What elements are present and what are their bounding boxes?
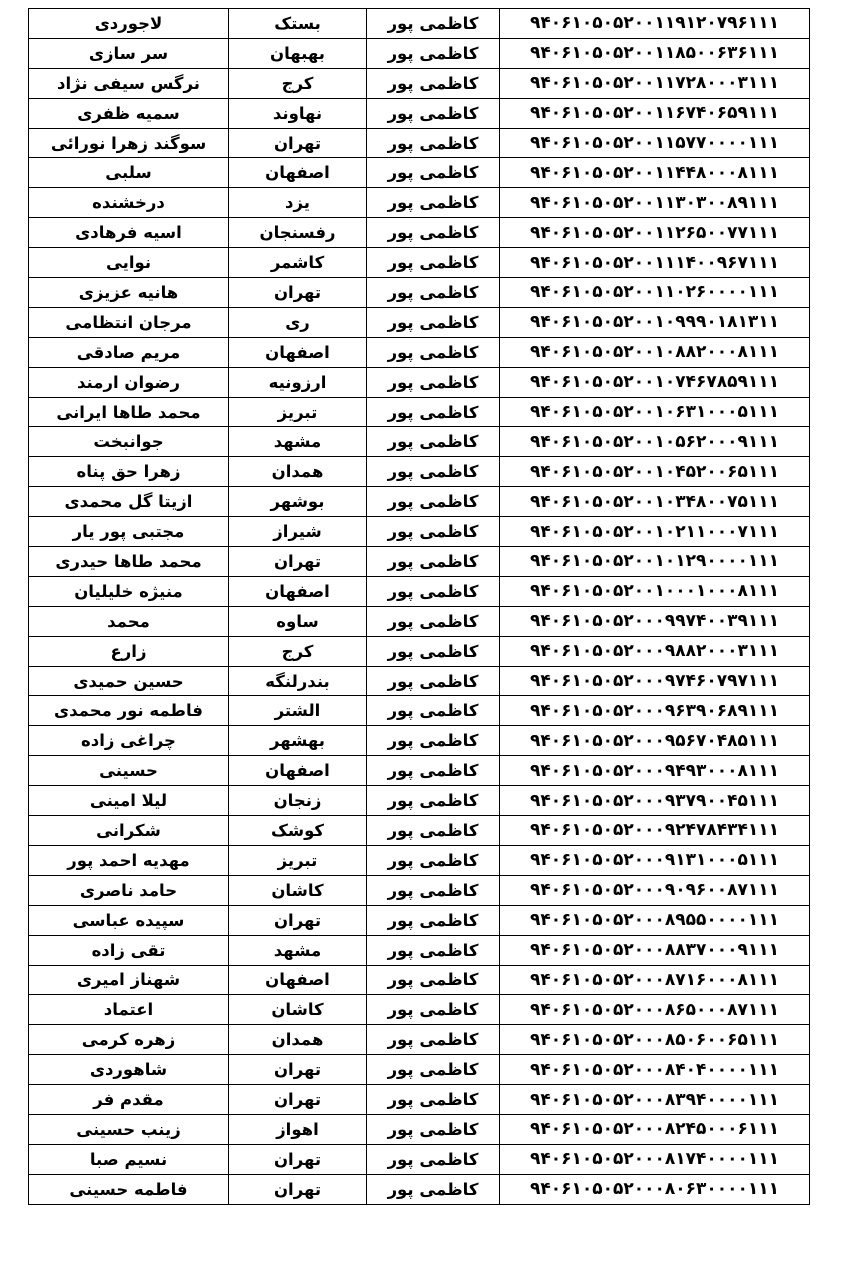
recipient-name-cell: هانیه عزیزی [29, 278, 229, 308]
tracking-code-cell: ۹۴۰۶۱۰۵۰۵۲۰۰۱۰۳۴۸۰۰۷۵۱۱۱ [500, 487, 810, 517]
table-row [29, 397, 810, 427]
sender-surname-cell: کاظمی پور [367, 935, 500, 965]
tracking-code-cell: ۹۴۰۶۱۰۵۰۵۲۰۰۱۱۴۴۸۰۰۰۸۱۱۱ [500, 158, 810, 188]
sender-surname-cell: کاظمی پور [367, 427, 500, 457]
tracking-code-cell: ۹۴۰۶۱۰۵۰۵۲۰۰۰۹۴۹۳۰۰۰۸۱۱۱ [500, 756, 810, 786]
sender-surname-cell: کاظمی پور [367, 845, 500, 875]
table-row [29, 68, 810, 98]
city-cell: تهران [229, 128, 367, 158]
recipient-name-cell: رضوان ارمند [29, 367, 229, 397]
sender-surname-cell: کاظمی پور [367, 786, 500, 816]
sender-surname-cell: کاظمی پور [367, 1174, 500, 1204]
tracking-code-cell: ۹۴۰۶۱۰۵۰۵۲۰۰۱۱۰۲۶۰۰۰۰۱۱۱ [500, 278, 810, 308]
recipient-name-cell: سمیه ظفری [29, 98, 229, 128]
tracking-code-cell: ۹۴۰۶۱۰۵۰۵۲۰۰۱۱۵۷۷۰۰۰۰۱۱۱ [500, 128, 810, 158]
city-cell: بهبهان [229, 38, 367, 68]
table-row [29, 756, 810, 786]
sender-surname-cell: کاظمی پور [367, 606, 500, 636]
tracking-code-cell: ۹۴۰۶۱۰۵۰۵۲۰۰۱۰۹۹۹۰۱۸۱۳۱۱ [500, 307, 810, 337]
recipient-name-cell: زهره کرمی [29, 1025, 229, 1055]
recipient-name-cell: محمد طاها ایرانی [29, 397, 229, 427]
sender-surname-cell: کاظمی پور [367, 696, 500, 726]
table-row [29, 547, 810, 577]
tracking-code-cell: ۹۴۰۶۱۰۵۰۵۲۰۰۰۹۷۴۶۰۷۹۷۱۱۱ [500, 666, 810, 696]
sender-surname-cell: کاظمی پور [367, 905, 500, 935]
recipient-name-cell: مریم صادقی [29, 337, 229, 367]
recipient-name-cell: نوایی [29, 248, 229, 278]
city-cell: ارزونیه [229, 367, 367, 397]
table-row [29, 1085, 810, 1115]
table-row [29, 38, 810, 68]
sender-surname-cell: کاظمی پور [367, 367, 500, 397]
recipient-name-cell: جوانبخت [29, 427, 229, 457]
recipient-name-cell: مجتبی پور یار [29, 517, 229, 547]
city-cell: اهواز [229, 1114, 367, 1144]
table-row [29, 188, 810, 218]
city-cell: یزد [229, 188, 367, 218]
tracking-code-cell: ۹۴۰۶۱۰۵۰۵۲۰۰۰۹۵۶۷۰۴۸۵۱۱۱ [500, 726, 810, 756]
table-row [29, 905, 810, 935]
table-row [29, 337, 810, 367]
tracking-code-cell: ۹۴۰۶۱۰۵۰۵۲۰۰۰۸۸۳۷۰۰۰۹۱۱۱ [500, 935, 810, 965]
recipient-name-cell: سپیده عباسی [29, 905, 229, 935]
recipient-name-cell: لیلا امینی [29, 786, 229, 816]
table-row [29, 9, 810, 39]
table-row [29, 1174, 810, 1204]
city-cell: ری [229, 307, 367, 337]
city-cell: تهران [229, 1174, 367, 1204]
sender-surname-cell: کاظمی پور [367, 38, 500, 68]
recipient-name-cell: مهدیه احمد پور [29, 845, 229, 875]
table-row [29, 427, 810, 457]
city-cell: تهران [229, 1144, 367, 1174]
tracking-code-cell: ۹۴۰۶۱۰۵۰۵۲۰۰۰۸۲۴۵۰۰۰۶۱۱۱ [500, 1114, 810, 1144]
tracking-code-cell: ۹۴۰۶۱۰۵۰۵۲۰۰۰۸۷۱۶۰۰۰۸۱۱۱ [500, 965, 810, 995]
tracking-code-cell: ۹۴۰۶۱۰۵۰۵۲۰۰۱۱۶۷۴۰۶۵۹۱۱۱ [500, 98, 810, 128]
city-cell: تهران [229, 278, 367, 308]
tracking-code-cell: ۹۴۰۶۱۰۵۰۵۲۰۰۱۰۱۲۹۰۰۰۰۱۱۱ [500, 547, 810, 577]
recipient-name-cell: زارع [29, 636, 229, 666]
city-cell: شیراز [229, 517, 367, 547]
recipient-name-cell: چراغی زاده [29, 726, 229, 756]
tracking-code-cell: ۹۴۰۶۱۰۵۰۵۲۰۰۰۸۴۰۴۰۰۰۰۱۱۱ [500, 1055, 810, 1085]
recipient-name-cell: شاهوردی [29, 1055, 229, 1085]
sender-surname-cell: کاظمی پور [367, 995, 500, 1025]
tracking-code-cell: ۹۴۰۶۱۰۵۰۵۲۰۰۱۱۷۲۸۰۰۰۳۱۱۱ [500, 68, 810, 98]
sender-surname-cell: کاظمی پور [367, 337, 500, 367]
city-cell: تبریز [229, 845, 367, 875]
sender-surname-cell: کاظمی پور [367, 128, 500, 158]
recipient-name-cell: فاطمه نور محمدی [29, 696, 229, 726]
recipient-name-cell: سر سازی [29, 38, 229, 68]
city-cell: اصفهان [229, 158, 367, 188]
city-cell: ساوه [229, 606, 367, 636]
sender-surname-cell: کاظمی پور [367, 248, 500, 278]
city-cell: رفسنجان [229, 218, 367, 248]
city-cell: کرج [229, 68, 367, 98]
recipient-name-cell: حامد ناصری [29, 875, 229, 905]
sender-surname-cell: کاظمی پور [367, 547, 500, 577]
sender-surname-cell: کاظمی پور [367, 307, 500, 337]
recipient-name-cell: زینب حسینی [29, 1114, 229, 1144]
recipient-name-cell: شکرانی [29, 816, 229, 846]
table-row [29, 1055, 810, 1085]
table-row [29, 816, 810, 846]
tracking-code-cell: ۹۴۰۶۱۰۵۰۵۲۰۰۱۰۵۶۲۰۰۰۹۱۱۱ [500, 427, 810, 457]
city-cell: کاشان [229, 875, 367, 905]
sender-surname-cell: کاظمی پور [367, 457, 500, 487]
city-cell: اصفهان [229, 337, 367, 367]
tracking-code-cell: ۹۴۰۶۱۰۵۰۵۲۰۰۰۸۶۵۰۰۰۸۷۱۱۱ [500, 995, 810, 1025]
city-cell: بهشهر [229, 726, 367, 756]
tracking-code-cell: ۹۴۰۶۱۰۵۰۵۲۰۰۰۸۳۹۴۰۰۰۰۱۱۱ [500, 1085, 810, 1115]
tracking-code-cell: ۹۴۰۶۱۰۵۰۵۲۰۰۰۸۹۵۵۰۰۰۰۱۱۱ [500, 905, 810, 935]
table-row [29, 307, 810, 337]
city-cell: تهران [229, 905, 367, 935]
tracking-code-cell: ۹۴۰۶۱۰۵۰۵۲۰۰۱۰۰۰۱۰۰۰۸۱۱۱ [500, 576, 810, 606]
sender-surname-cell: کاظمی پور [367, 1085, 500, 1115]
city-cell: بندرلنگه [229, 666, 367, 696]
recipient-name-cell: منیژه خلیلیان [29, 576, 229, 606]
sender-surname-cell: کاظمی پور [367, 726, 500, 756]
recipient-name-cell: سوگند زهرا نورائی [29, 128, 229, 158]
city-cell: همدان [229, 1025, 367, 1055]
tracking-code-cell: ۹۴۰۶۱۰۵۰۵۲۰۰۰۸۱۷۴۰۰۰۰۱۱۱ [500, 1144, 810, 1174]
table-row [29, 487, 810, 517]
sender-surname-cell: کاظمی پور [367, 816, 500, 846]
city-cell: تهران [229, 547, 367, 577]
sender-surname-cell: کاظمی پور [367, 487, 500, 517]
tracking-code-cell: ۹۴۰۶۱۰۵۰۵۲۰۰۱۱۱۴۰۰۹۶۷۱۱۱ [500, 248, 810, 278]
city-cell: کاشمر [229, 248, 367, 278]
recipient-name-cell: حسینی [29, 756, 229, 786]
table-row [29, 517, 810, 547]
city-cell: تبریز [229, 397, 367, 427]
city-cell: مشهد [229, 935, 367, 965]
tracking-code-cell: ۹۴۰۶۱۰۵۰۵۲۰۰۱۰۸۸۲۰۰۰۸۱۱۱ [500, 337, 810, 367]
city-cell: الشتر [229, 696, 367, 726]
recipient-name-cell: سلبی [29, 158, 229, 188]
tracking-code-cell: ۹۴۰۶۱۰۵۰۵۲۰۰۰۹۲۴۷۸۴۳۴۱۱۱ [500, 816, 810, 846]
city-cell: کرج [229, 636, 367, 666]
sender-surname-cell: کاظمی پور [367, 188, 500, 218]
tracking-code-cell: ۹۴۰۶۱۰۵۰۵۲۰۰۰۹۹۷۴۰۰۳۹۱۱۱ [500, 606, 810, 636]
table-row [29, 1114, 810, 1144]
recipient-name-cell: شهناز امیری [29, 965, 229, 995]
sender-surname-cell: کاظمی پور [367, 278, 500, 308]
recipient-name-cell: درخشنده [29, 188, 229, 218]
tracking-table [28, 8, 810, 1205]
sender-surname-cell: کاظمی پور [367, 218, 500, 248]
table-row [29, 875, 810, 905]
recipient-name-cell: مقدم فر [29, 1085, 229, 1115]
city-cell: همدان [229, 457, 367, 487]
table-row [29, 457, 810, 487]
city-cell: کوشک [229, 816, 367, 846]
sender-surname-cell: کاظمی پور [367, 9, 500, 39]
table-row [29, 845, 810, 875]
tracking-code-cell: ۹۴۰۶۱۰۵۰۵۲۰۰۰۹۱۳۱۰۰۰۵۱۱۱ [500, 845, 810, 875]
tracking-code-cell: ۹۴۰۶۱۰۵۰۵۲۰۰۰۹۰۹۶۰۰۸۷۱۱۱ [500, 875, 810, 905]
sender-surname-cell: کاظمی پور [367, 1055, 500, 1085]
table-row [29, 158, 810, 188]
tracking-code-cell: ۹۴۰۶۱۰۵۰۵۲۰۰۰۹۸۸۲۰۰۰۳۱۱۱ [500, 636, 810, 666]
table-row [29, 935, 810, 965]
table-row [29, 1144, 810, 1174]
table-body [29, 9, 810, 1205]
recipient-name-cell: لاجوردی [29, 9, 229, 39]
table-row [29, 696, 810, 726]
tracking-code-cell: ۹۴۰۶۱۰۵۰۵۲۰۰۱۱۲۶۵۰۰۷۷۱۱۱ [500, 218, 810, 248]
recipient-name-cell: اسیه فرهادی [29, 218, 229, 248]
city-cell: بوشهر [229, 487, 367, 517]
city-cell: اصفهان [229, 576, 367, 606]
sender-surname-cell: کاظمی پور [367, 98, 500, 128]
sender-surname-cell: کاظمی پور [367, 517, 500, 547]
recipient-name-cell: تقی زاده [29, 935, 229, 965]
city-cell: نهاوند [229, 98, 367, 128]
tracking-code-cell: ۹۴۰۶۱۰۵۰۵۲۰۰۰۸۰۶۳۰۰۰۰۱۱۱ [500, 1174, 810, 1204]
table-row [29, 726, 810, 756]
table-row [29, 666, 810, 696]
recipient-name-cell: حسین حمیدی [29, 666, 229, 696]
tracking-code-cell: ۹۴۰۶۱۰۵۰۵۲۰۰۱۱۸۵۰۰۶۳۶۱۱۱ [500, 38, 810, 68]
table-row [29, 606, 810, 636]
tracking-code-cell: ۹۴۰۶۱۰۵۰۵۲۰۰۱۰۲۱۱۰۰۰۷۱۱۱ [500, 517, 810, 547]
recipient-name-cell: زهرا حق پناه [29, 457, 229, 487]
table-row [29, 128, 810, 158]
table-row [29, 367, 810, 397]
recipient-name-cell: ازیتا گل محمدی [29, 487, 229, 517]
table-row [29, 636, 810, 666]
sender-surname-cell: کاظمی پور [367, 397, 500, 427]
tracking-table-sheet [28, 8, 810, 1205]
sender-surname-cell: کاظمی پور [367, 666, 500, 696]
tracking-code-cell: ۹۴۰۶۱۰۵۰۵۲۰۰۱۱۳۰۳۰۰۸۹۱۱۱ [500, 188, 810, 218]
sender-surname-cell: کاظمی پور [367, 875, 500, 905]
tracking-code-cell: ۹۴۰۶۱۰۵۰۵۲۰۰۰۸۵۰۶۰۰۶۵۱۱۱ [500, 1025, 810, 1055]
table-row [29, 98, 810, 128]
recipient-name-cell: محمد [29, 606, 229, 636]
recipient-name-cell: نرگس سیفی نژاد [29, 68, 229, 98]
sender-surname-cell: کاظمی پور [367, 576, 500, 606]
sender-surname-cell: کاظمی پور [367, 965, 500, 995]
table-row [29, 786, 810, 816]
table-row [29, 576, 810, 606]
sender-surname-cell: کاظمی پور [367, 756, 500, 786]
recipient-name-cell: محمد طاها حیدری [29, 547, 229, 577]
city-cell: اصفهان [229, 756, 367, 786]
tracking-code-cell: ۹۴۰۶۱۰۵۰۵۲۰۰۰۹۳۷۹۰۰۴۵۱۱۱ [500, 786, 810, 816]
sender-surname-cell: کاظمی پور [367, 1114, 500, 1144]
sender-surname-cell: کاظمی پور [367, 1025, 500, 1055]
table-row [29, 278, 810, 308]
city-cell: بستک [229, 9, 367, 39]
table-row [29, 248, 810, 278]
city-cell: کاشان [229, 995, 367, 1025]
tracking-code-cell: ۹۴۰۶۱۰۵۰۵۲۰۰۱۱۹۱۲۰۷۹۶۱۱۱ [500, 9, 810, 39]
city-cell: تهران [229, 1055, 367, 1085]
table-row [29, 218, 810, 248]
city-cell: اصفهان [229, 965, 367, 995]
sender-surname-cell: کاظمی پور [367, 158, 500, 188]
sender-surname-cell: کاظمی پور [367, 636, 500, 666]
tracking-code-cell: ۹۴۰۶۱۰۵۰۵۲۰۰۱۰۶۳۱۰۰۰۵۱۱۱ [500, 397, 810, 427]
sender-surname-cell: کاظمی پور [367, 1144, 500, 1174]
tracking-code-cell: ۹۴۰۶۱۰۵۰۵۲۰۰۰۹۶۳۹۰۶۸۹۱۱۱ [500, 696, 810, 726]
table-row [29, 995, 810, 1025]
tracking-code-cell: ۹۴۰۶۱۰۵۰۵۲۰۰۱۰۷۴۶۷۸۵۹۱۱۱ [500, 367, 810, 397]
recipient-name-cell: مرجان انتظامی [29, 307, 229, 337]
table-row [29, 965, 810, 995]
table-row [29, 1025, 810, 1055]
tracking-code-cell: ۹۴۰۶۱۰۵۰۵۲۰۰۱۰۴۵۲۰۰۶۵۱۱۱ [500, 457, 810, 487]
recipient-name-cell: اعتماد [29, 995, 229, 1025]
city-cell: زنجان [229, 786, 367, 816]
sender-surname-cell: کاظمی پور [367, 68, 500, 98]
city-cell: تهران [229, 1085, 367, 1115]
recipient-name-cell: فاطمه حسینی [29, 1174, 229, 1204]
city-cell: مشهد [229, 427, 367, 457]
recipient-name-cell: نسیم صبا [29, 1144, 229, 1174]
